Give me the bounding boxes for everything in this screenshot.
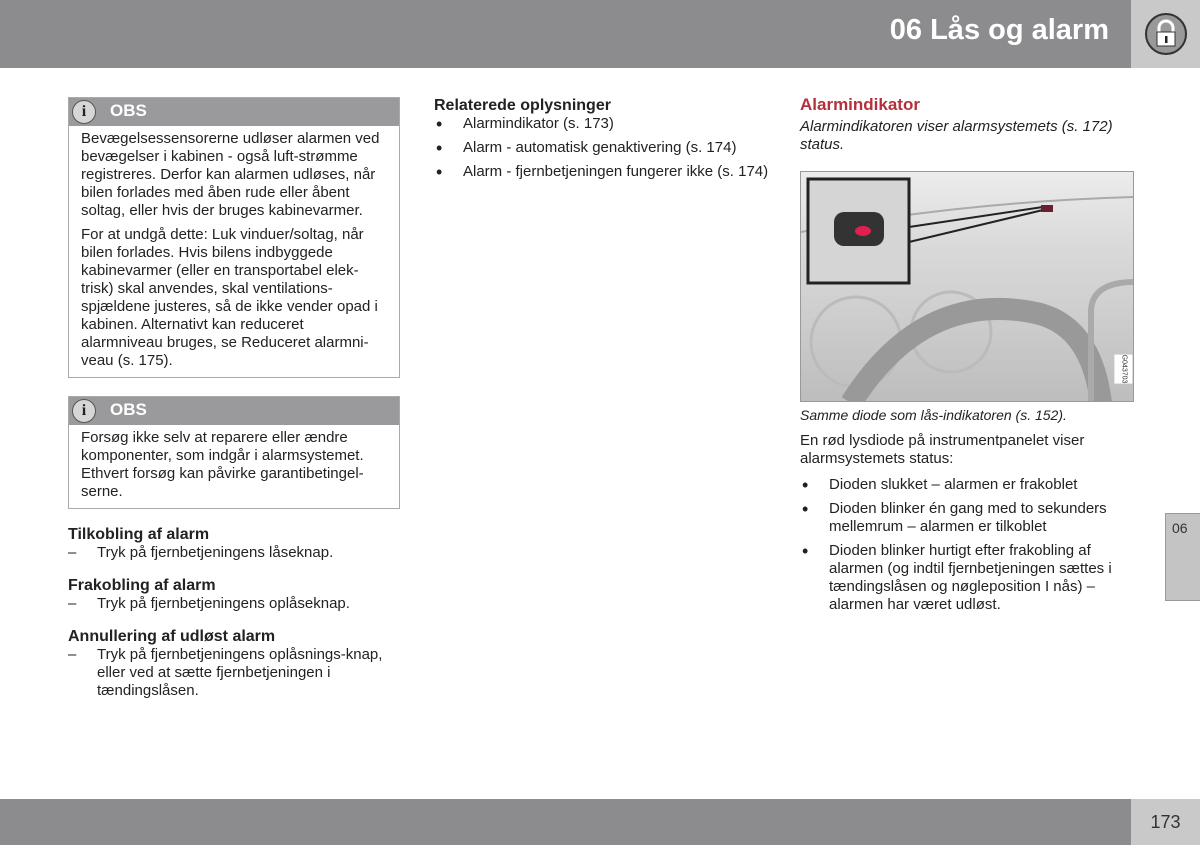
- related-link[interactable]: • Alarm - automatisk genaktivering (s. 174): [434, 139, 770, 157]
- obs-box: [68, 396, 400, 509]
- section-title: Alarmindikator: [800, 95, 920, 114]
- body-text: En rød lysdiode på instrumentpanelet viser alarmsystemets status:: [800, 432, 1085, 467]
- dashboard-illustration: [800, 171, 1134, 402]
- obs-paragraph: Forsøg ikke selv at reparere eller ændre komponenter, som indgår i alarmsystemet. Ethvert forsøg kan påvirke garantibetingel-serne.: [81, 429, 364, 500]
- chapter-title: 06 Lås og alarm: [889, 14, 1109, 46]
- step: – Tryk på fjernbetjeningens låseknap.: [68, 544, 400, 562]
- figure-caption: Samme diode som lås-indikatoren (s. 152).: [800, 407, 1067, 423]
- right-column: [800, 96, 1135, 620]
- step: – Tryk på fjernbetjeningens oplåsnings-knap, eller ved at sætte fjernbetjeningen i tændingslåsen.: [68, 646, 400, 700]
- section-heading: Tilkobling af alarm: [68, 526, 210, 543]
- step: – Tryk på fjernbetjeningens oplåseknap.: [68, 595, 400, 613]
- related-link[interactable]: • Alarmindikator (s. 173): [434, 115, 770, 133]
- obs-paragraph: For at undgå dette: Luk vinduer/soltag, når bilen forlades. Hvis bilens indbyggede kabinevarmer (eller en transportabel elek-trisk) skal anvendes, skal ventilations-spjældene justeres, så de ikke vender opad i kabinen. Alternativt kan reduceret alarmniveau bruges, se Reduceret alarmni-veau (s. 175).: [81, 226, 378, 369]
- info-icon: i: [72, 100, 96, 124]
- section-heading: Annullering af udløst alarm: [68, 628, 276, 645]
- status-bullet: • Dioden blinker én gang med to sekunders mellemrum – alarmen er tilkoblet: [800, 500, 1135, 536]
- status-bullet: • Dioden slukket – alarmen er frakoblet: [800, 476, 1135, 494]
- related-heading: Relaterede oplysninger: [434, 97, 611, 114]
- header-bar: [0, 0, 1131, 68]
- related-link[interactable]: • Alarm - fjernbetjeningen fungerer ikke (s. 174): [434, 163, 770, 181]
- obs-box: [68, 97, 400, 378]
- page-number: 173: [1131, 799, 1200, 845]
- middle-column: [434, 97, 770, 187]
- obs-paragraph: Bevægelsessensorerne udløser alarmen ved bevægelser i kabinen - også luft-strømme registreres. Derfor kan alarmen udløses, når bilen forlades med åben rude eller åbent soltag, eller hvis der bruges kabinevarmer.: [81, 130, 380, 219]
- info-icon: i: [72, 399, 96, 423]
- figure-code: G043703: [1114, 355, 1132, 384]
- intro-text: Alarmindikatoren viser alarmsystemets (s. 172) status.: [800, 118, 1113, 153]
- chapter-tab[interactable]: 06: [1165, 513, 1200, 601]
- header-icon-box: [1131, 0, 1200, 68]
- section-heading: Frakobling af alarm: [68, 577, 216, 594]
- lock-icon: [1145, 13, 1187, 55]
- footer-bar: [0, 799, 1131, 845]
- status-bullet: • Dioden blinker hurtigt efter frakobling af alarmen (og indtil fjernbetjeningen sættes i tændingslåsen og nøgleposition I nås) – alarmen har været udløst.: [800, 542, 1135, 614]
- obs-label: OBS: [110, 101, 147, 120]
- obs-label: OBS: [110, 400, 147, 419]
- left-column: [68, 97, 400, 700]
